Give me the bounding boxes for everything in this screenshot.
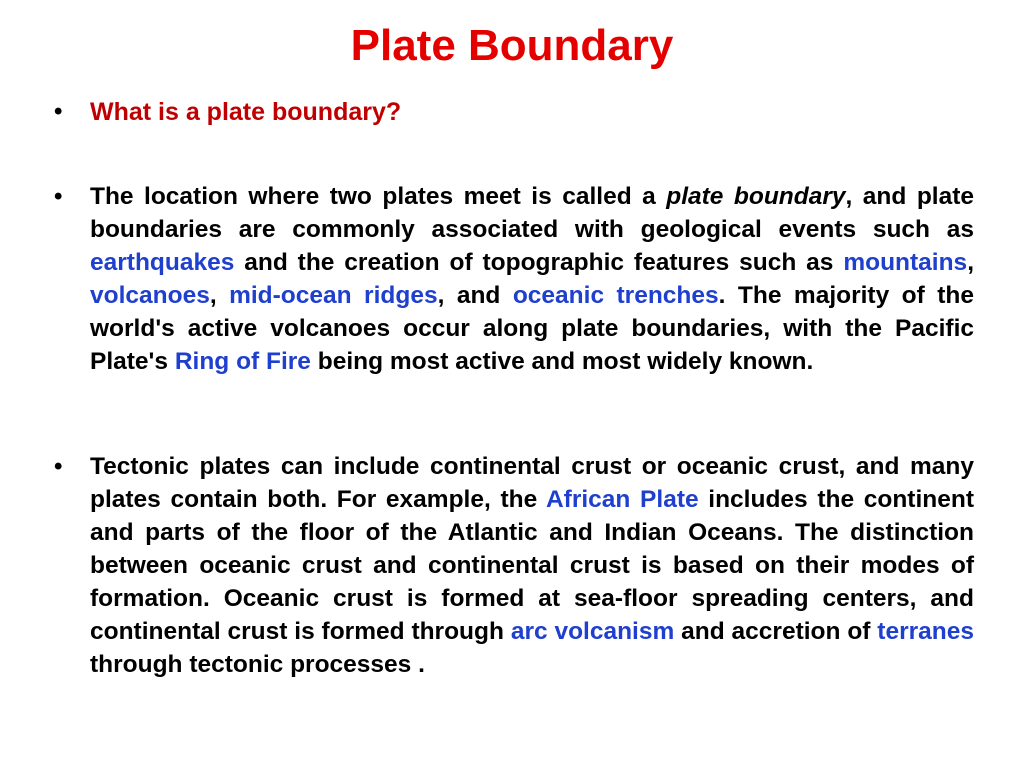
bullet-text: [90, 180, 974, 378]
slide-title: Plate Boundary: [350, 21, 674, 70]
ring-of-fire-link[interactable]: Ring of Fire: [174, 348, 311, 375]
mid-ocean-ridges-link[interactable]: mid-ocean ridges: [229, 282, 438, 309]
earthquakes-link[interactable]: earthquakes: [90, 249, 235, 276]
text-run: ,: [967, 249, 974, 276]
volcanoes-link[interactable]: volcanoes: [90, 282, 210, 309]
bullet-text: [90, 450, 974, 681]
bullet-dot-icon: •: [54, 453, 63, 480]
text-run: , and plate boundaries are commonly associated with geological events such as: [90, 183, 975, 243]
text-run: includes the continent and parts of the floor of the Atlantic and Indian Oceans. The distinction between oceanic crust and continental crust is based on their modes of formation. Oceanic crust is formed at sea-floor spreading centers, and continental crust is formed through: [90, 486, 974, 645]
plate-boundary-term: plate boundary: [666, 183, 846, 210]
oceanic-trenches-link[interactable]: oceanic trenches: [512, 282, 719, 309]
bullet-dot-icon: •: [54, 183, 63, 210]
text-run: ,: [209, 282, 230, 309]
question-text: What is a plate boundary?: [90, 98, 402, 126]
text-run: through tectonic processes .: [90, 651, 425, 678]
bullet-dot-icon: •: [54, 98, 63, 125]
text-run: The location where two plates meet is called a: [90, 183, 667, 210]
text-run: and the creation of topographic features such as: [234, 249, 844, 276]
text-run: being most active and most widely known.: [310, 348, 814, 375]
arc-volcanism-link[interactable]: arc volcanism: [510, 618, 675, 645]
african-plate-link[interactable]: African Plate: [545, 486, 699, 513]
text-run: and accretion of: [674, 618, 878, 645]
text-run: , and: [437, 282, 513, 309]
bullet-tectonic-plates: [54, 450, 974, 681]
text-run: Tectonic plates can include continental crust or oceanic crust, and many plates contain both. For example, the: [90, 453, 974, 513]
bullet-plate-boundary-definition: [54, 180, 974, 378]
mountains-link[interactable]: mountains: [843, 249, 968, 276]
bullet-question: [54, 90, 974, 134]
terranes-link[interactable]: terranes: [877, 618, 974, 645]
text-run: . The majority of the world's active volcanoes occur along plate boundaries, with the Pacific Plate's: [90, 282, 974, 375]
